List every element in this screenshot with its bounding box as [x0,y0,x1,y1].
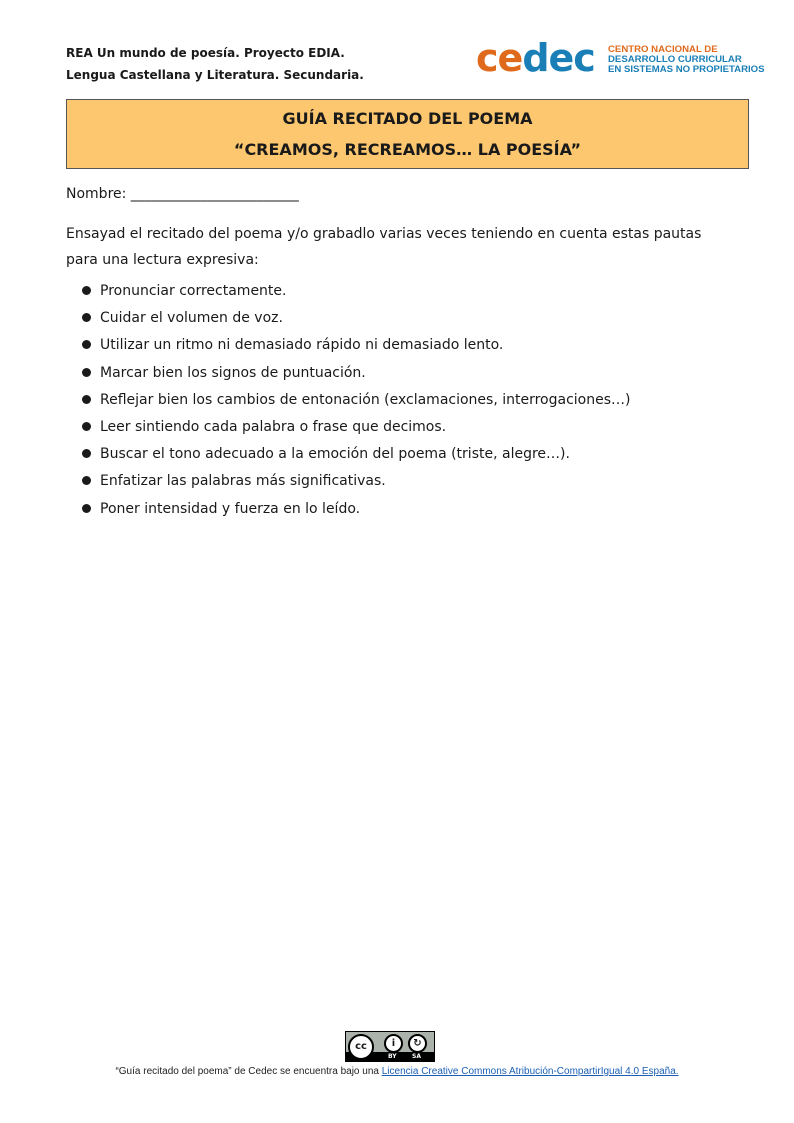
bullet-icon [82,504,91,513]
intro-paragraph: Ensayad el recitado del poema y/o grabadlo varias veces teniendo en cuenta estas pautas para una lectura expresiva: [66,226,702,268]
list-item: Buscar el tono adecuado a la emoción del poema (triste, alegre…). [82,442,630,469]
bullet-icon [82,286,91,295]
cc-icon: cc [348,1034,374,1060]
list-item: Cuidar el volumen de voz. [82,306,630,333]
header-project-line: REA Un mundo de poesía. Proyecto EDIA. [66,46,345,60]
share-alike-icon: ↻ [408,1034,427,1053]
badge-label-by: BY [388,1053,397,1060]
cedec-logo-text: CENTRO NACIONAL DE DESARROLLO CURRICULAR EN SISTEMAS NO PROPIETARIOS [608,44,765,75]
list-item: Reflejar bien los cambios de entonación (exclamaciones, interrogaciones…) [82,388,630,415]
attribution-icon: i [384,1034,403,1053]
guideline-list [82,279,630,524]
bullet-icon [82,368,91,377]
bullet-icon [82,476,91,485]
document-header [66,42,364,86]
badge-label-sa: SA [412,1053,421,1060]
license-link[interactable]: Licencia Creative Commons Atribución-CompartirIgual 4.0 España. [381,1066,679,1077]
bullet-icon [82,395,91,404]
header-subject-line: Lengua Castellana y Literatura. Secundaria. [66,68,364,82]
title-box [66,99,749,169]
bullet-icon [82,449,91,458]
list-item: Marcar bien los signos de puntuación. [82,361,630,388]
license-note [0,1066,794,1077]
page-subtitle: “CREAMOS, RECREAMOS… LA POESÍA” [233,140,582,159]
bullet-icon [82,313,91,322]
cc-license-badge[interactable] [345,1031,435,1062]
bullet-icon [82,340,91,349]
list-item: Pronunciar correctamente. [82,279,630,306]
license-prefix: “Guía recitado del poema” de Cedec se encuentra bajo una [115,1066,382,1077]
name-field: Nombre: ________________________ [66,186,299,202]
list-item: Leer sintiendo cada palabra o frase que decimos. [82,415,630,442]
cedec-logo-word: cedec [476,36,595,80]
list-item: Poner intensidad y fuerza en lo leído. [82,497,630,524]
list-item: Utilizar un ritmo ni demasiado rápido ni demasiado lento. [82,333,630,360]
list-item: Enfatizar las palabras más significativas. [82,469,630,496]
page-title: GUÍA RECITADO DEL POEMA [282,109,533,128]
bullet-icon [82,422,91,431]
